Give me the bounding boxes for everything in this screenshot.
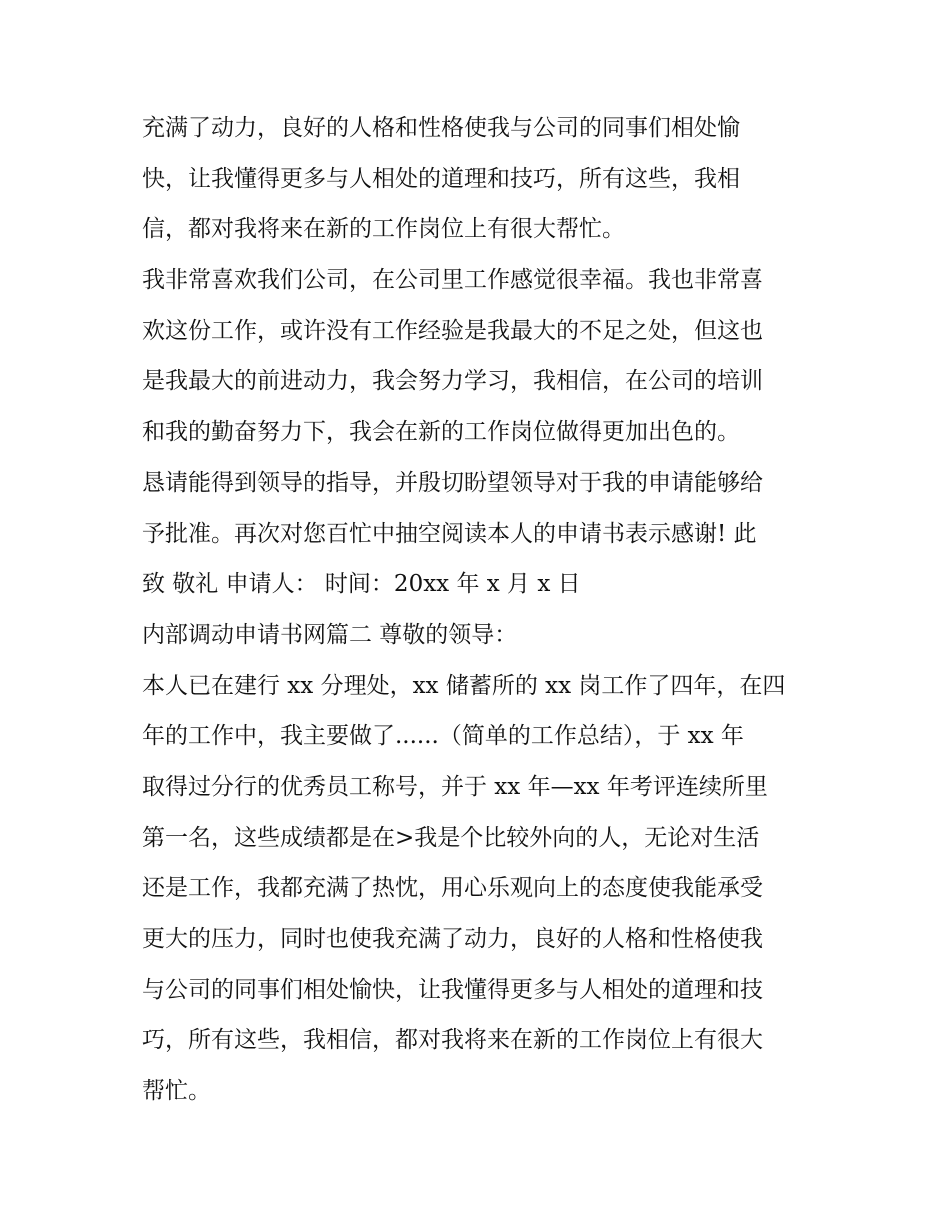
text-line: 还是工作，我都充满了热忱，用心乐观向上的态度使我能承受 [142,875,763,902]
text-line: 恳请能得到领导的指导，并殷切盼望领导对于我的申请能够给 [142,469,763,496]
text-line: 是我最大的前进动力，我会努力学习，我相信，在公司的培训 [142,368,763,395]
text-line: 本人已在建行 xx 分理处，xx 储蓄所的 xx 岗工作了四年，在四 [142,672,786,699]
text-line: 取得过分行的优秀员工称号，并于 xx 年—xx 年考评连续所里 [142,773,768,800]
text-line: 巧，所有这些，我相信，都对我将来在新的工作岗位上有很大 [142,1027,763,1054]
text-line: 信，都对我将来在新的工作岗位上有很大帮忙。 [142,216,625,243]
text-line: 充满了动力，良好的人格和性格使我与公司的同事们相处愉 [142,115,740,141]
section-heading: 内部调动申请书网篇二 尊敬的领导： [142,621,518,648]
text-line: 年的工作中，我主要做了......（简单的工作总结），于 xx 年 [142,723,744,750]
text-line: 快，让我懂得更多与人相处的道理和技巧，所有这些，我相 [142,165,740,192]
text-line: 致 敬礼 申请人： 时间：20xx 年 x 月 x 日 [142,571,581,598]
text-line: 和我的勤奋努力下，我会在新的工作岗位做得更加出色的。 [142,419,740,446]
text-line: 更大的压力，同时也使我充满了动力，良好的人格和性格使我 [142,926,763,952]
document-body [142,103,814,1117]
text-line: 我非常喜欢我们公司，在公司里工作感觉很幸福。我也非常喜 [142,267,763,294]
text-line: 欢这份工作，或许没有工作经验是我最大的不足之处，但这也 [142,317,763,344]
text-line: 第一名，这些成绩都是在>我是个比较外向的人，无论对生活 [142,824,760,851]
text-line: 帮忙。 [142,1078,211,1105]
text-line: 予批准。再次对您百忙中抽空阅读本人的申请书表示感谢! 此 [142,520,757,547]
text-line: 与公司的同事们相处愉快，让我懂得更多与人相处的道理和技 [142,976,763,1003]
